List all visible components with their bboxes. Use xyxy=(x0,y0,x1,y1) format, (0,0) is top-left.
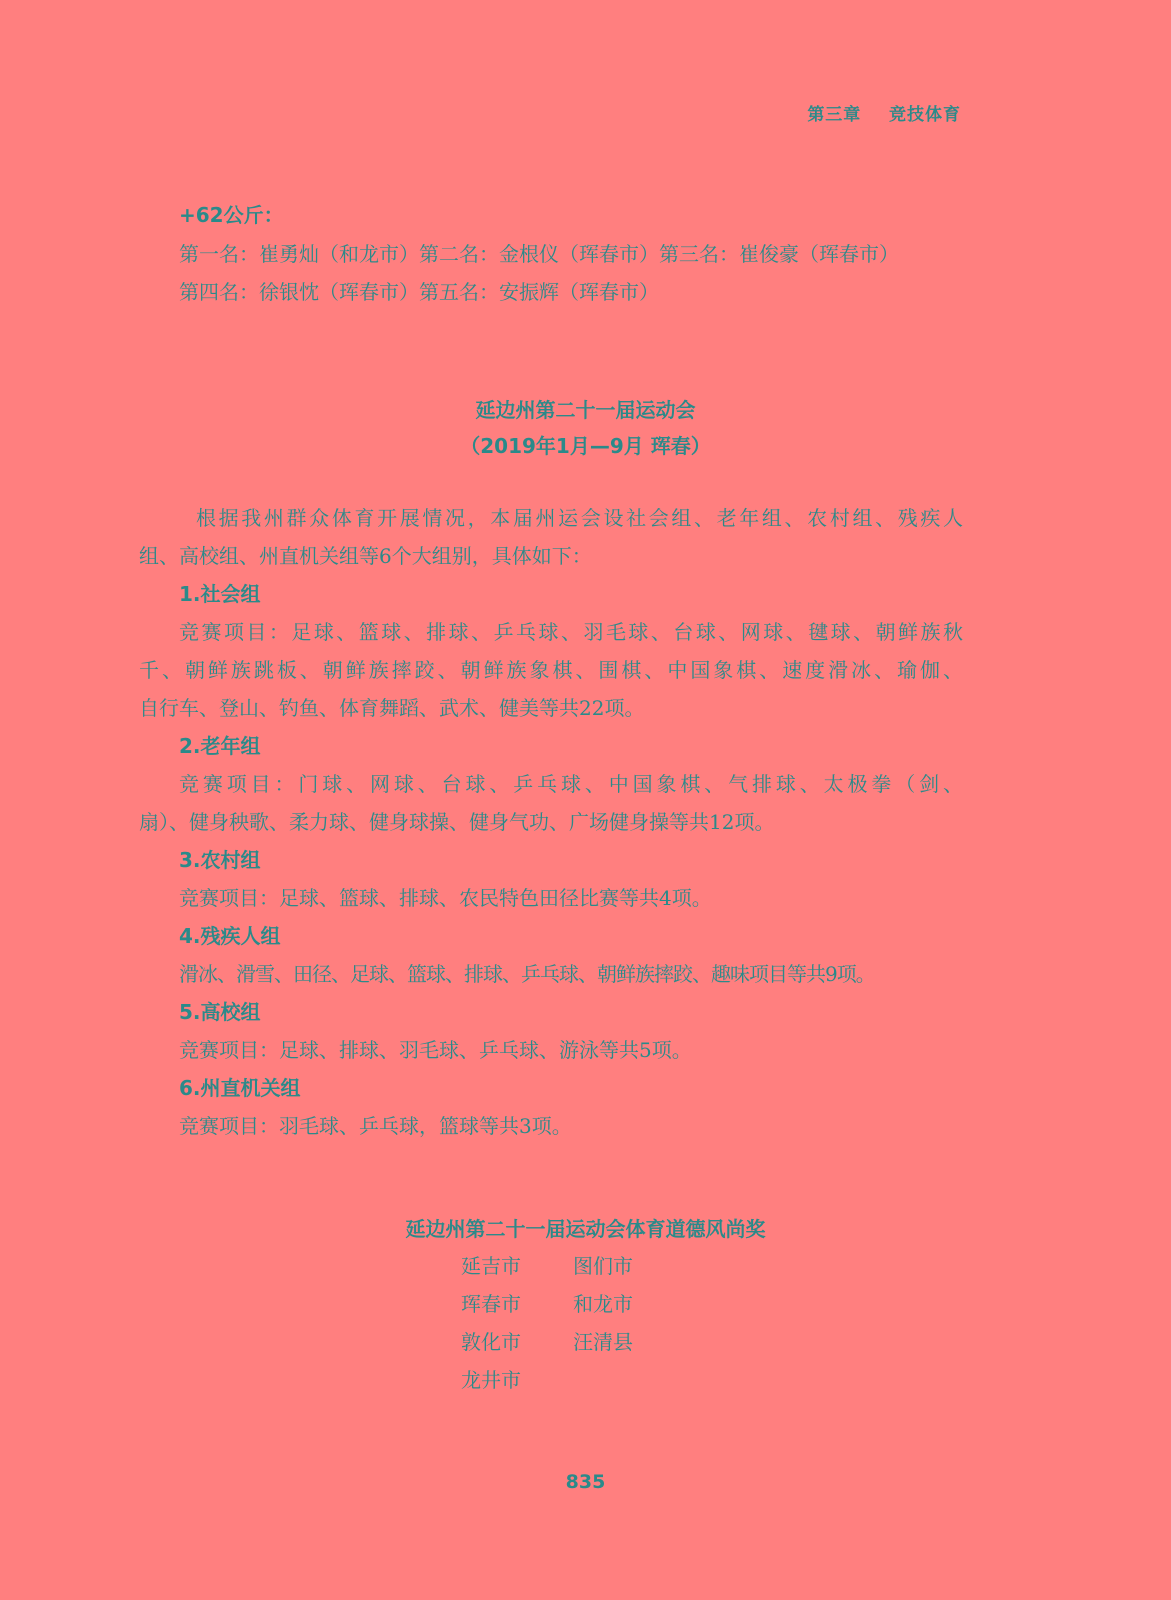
award-city: 延吉市 xyxy=(461,1254,521,1278)
group-heading: 1.社会组 xyxy=(179,582,261,606)
ranking-line: 第四名：徐银忱（珲春市）第五名：安振辉（珲春市） xyxy=(179,280,659,304)
section-subtitle: （2019年1月—9月 珲春） xyxy=(460,434,711,458)
group-events-line: 竞赛项目：足球、篮球、排球、乒乓球、羽毛球、台球、网球、毽球、朝鲜族秋 xyxy=(179,620,963,644)
group-events-line: 竞赛项目：足球、排球、羽毛球、乒乓球、游泳等共5项。 xyxy=(179,1038,692,1062)
page-number: 835 xyxy=(565,1471,606,1493)
award-title: 延边州第二十一届运动会体育道德风尚奖 xyxy=(405,1217,766,1241)
award-city: 龙井市 xyxy=(461,1368,521,1392)
award-city: 敦化市 xyxy=(461,1330,521,1354)
group-events-line: 竞赛项目：羽毛球、乒乓球，篮球等共3项。 xyxy=(179,1114,572,1138)
intro-paragraph-line: 组、高校组、州直机关组等6个大组别，具体如下： xyxy=(139,544,592,568)
group-events-line: 扇）、健身秧歌、柔力球、健身球操、健身气功、广场健身操等共12项。 xyxy=(139,810,775,834)
group-events-line: 自行车、登山、钓鱼、体育舞蹈、武术、健美等共22项。 xyxy=(139,696,645,720)
group-heading: 2.老年组 xyxy=(179,734,261,758)
weight-class-heading: +62公斤： xyxy=(179,203,284,227)
group-heading: 4.残疾人组 xyxy=(179,924,281,948)
group-events-line: 竞赛项目：足球、篮球、排球、农民特色田径比赛等共4项。 xyxy=(179,886,712,910)
group-events-line: 竞赛项目：门球、网球、台球、乒乓球、中国象棋、气排球、太极拳（剑、 xyxy=(179,772,963,796)
award-city: 图们市 xyxy=(573,1254,633,1278)
ranking-line: 第一名：崔勇灿（和龙市）第二名：金根仪（珲春市）第三名：崔俊豪（珲春市） xyxy=(179,242,899,266)
running-header: 第三章 竞技体育 xyxy=(807,105,961,125)
intro-paragraph-line: 根据我州群众体育开展情况，本届州运会设社会组、老年组、农村组、残疾人 xyxy=(196,506,963,530)
award-city: 和龙市 xyxy=(573,1292,633,1316)
award-city: 汪清县 xyxy=(573,1330,633,1354)
group-heading: 6.州直机关组 xyxy=(179,1076,301,1100)
section-title: 延边州第二十一届运动会 xyxy=(475,398,696,422)
group-heading: 5.高校组 xyxy=(179,1000,261,1024)
group-heading: 3.农村组 xyxy=(179,848,261,872)
award-city: 珲春市 xyxy=(461,1292,521,1316)
group-events-line: 滑冰、滑雪、田径、足球、篮球、排球、乒乓球、朝鲜族摔跤、趣味项目等共9项。 xyxy=(179,962,875,986)
group-events-line: 千、朝鲜族跳板、朝鲜族摔跤、朝鲜族象棋、围棋、中国象棋、速度滑冰、瑜伽、 xyxy=(139,658,963,682)
